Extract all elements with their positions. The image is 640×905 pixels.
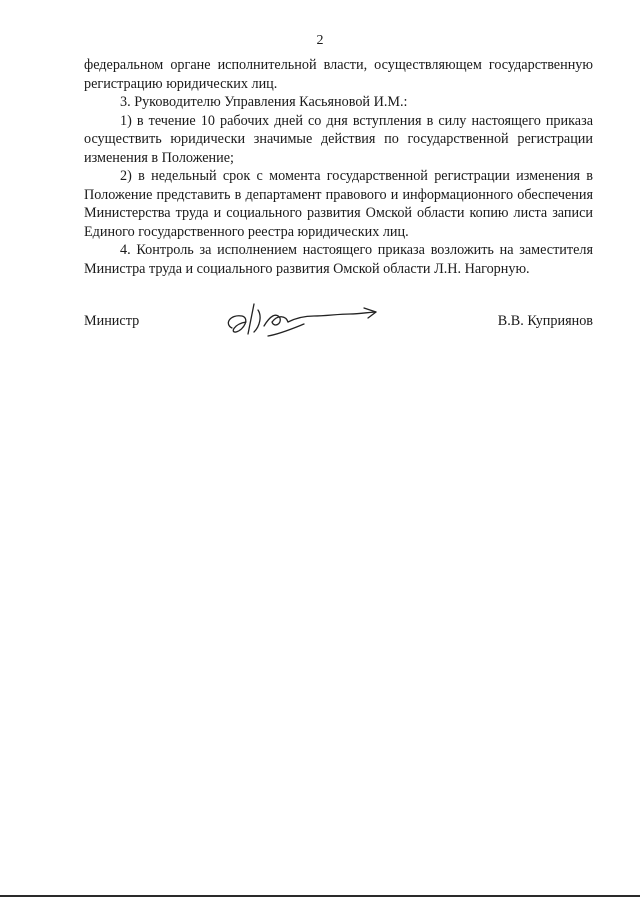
signature-block	[84, 296, 593, 340]
page-number: 2	[316, 33, 324, 48]
paragraph-item-3: 3. Руководителю Управления Касьяновой И.М.:	[120, 94, 408, 110]
handwritten-signature	[214, 296, 384, 340]
paragraph-continuation: федеральном органе исполнительной власти, осуществляющем государственную регистрацию юридических лиц.	[84, 57, 593, 92]
paragraph-subitem-2: 2) в недельный срок с момента государственной регистрации изменения в Положение представить в департамент правового и информационного обеспечения Министерства труда и социального развития Омской области копию листа записи Единого государственного реестра юридических лиц.	[84, 168, 593, 240]
document-body	[84, 56, 593, 278]
paragraph-subitem-1: 1) в течение 10 рабочих дней со дня вступления в силу настоящего приказа осуществить юридически значимые действия по государственной регистрации изменения в Положение;	[84, 112, 593, 166]
page-bottom-edge	[0, 895, 640, 897]
signer-name: В.В. Куприянов	[497, 313, 593, 329]
paragraph-item-4: 4. Контроль за исполнением настоящего приказа возложить на заместителя Министра труда и социального развития Омской области Л.Н. Нагорную.	[84, 242, 593, 277]
signer-title: Министр	[84, 313, 140, 329]
